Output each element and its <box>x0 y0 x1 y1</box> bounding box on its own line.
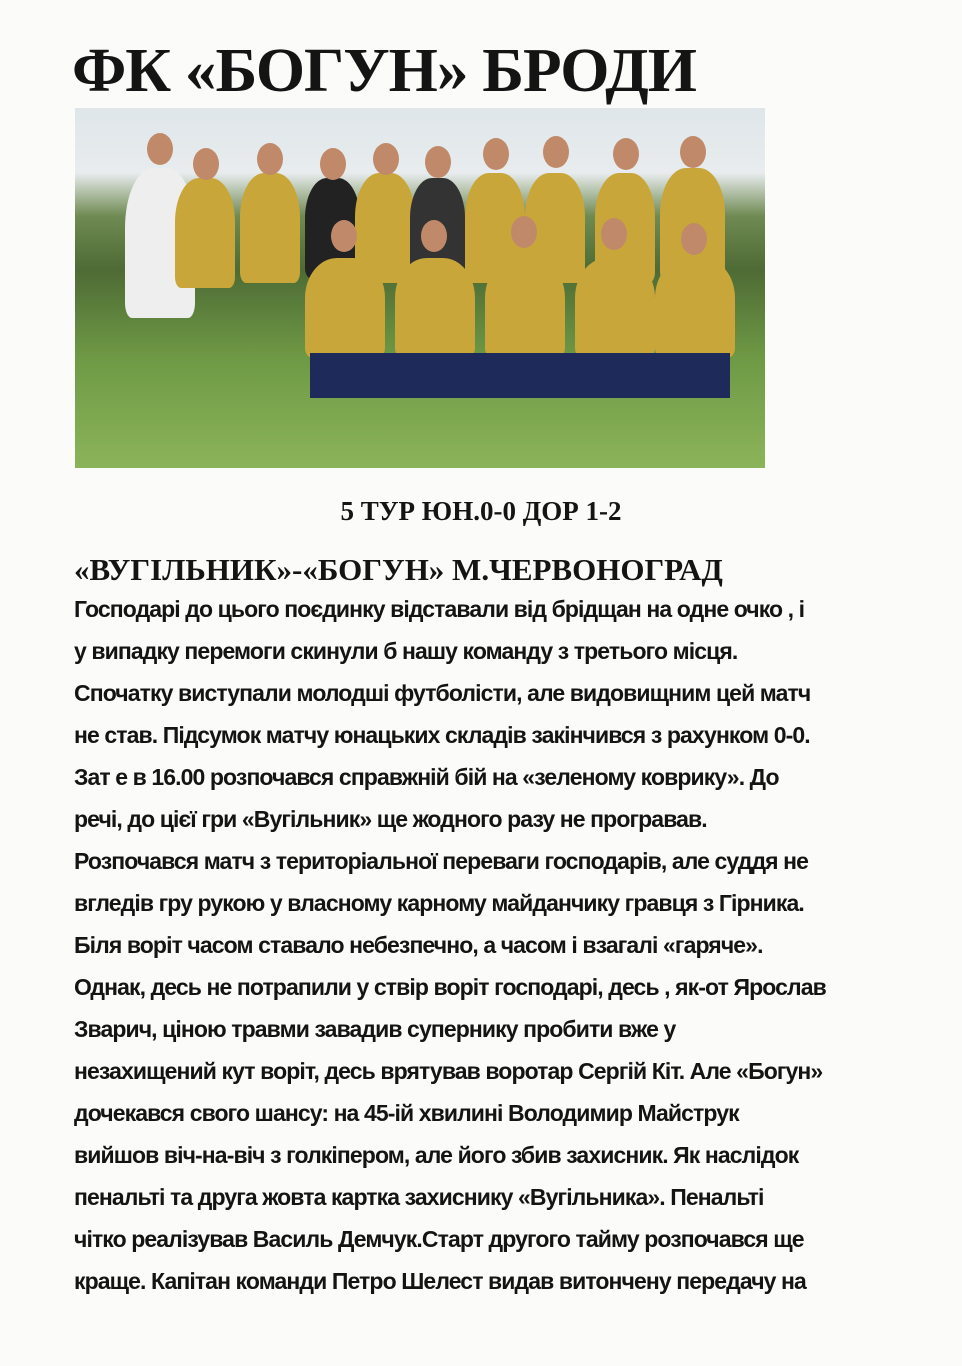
body-line: Господарі до цього поєдинку відставали від брідщан на одне очко , і <box>74 596 805 622</box>
body-line: у випадку перемоги скинули б нашу команду з третього місця. <box>74 638 738 664</box>
body-line: Біля воріт часом ставало небезпечно, а часом і взагалі «гаряче». <box>74 932 763 958</box>
body-line: Зварич, ціною травми завадив супернику пробити вже у <box>74 1016 676 1042</box>
body-line: пенальті та друга жовта картка захиснику «Вугільника». Пенальті <box>74 1184 764 1210</box>
team-photo <box>75 108 765 468</box>
body-line: речі, до цієї гри «Вугільник» ще жодного разу не програвав. <box>74 806 707 832</box>
body-line: дочекався свого шансу: на 45-ій хвилині Володимир Майструк <box>74 1100 739 1126</box>
body-line: вгледів гру рукою у власному карному майданчику гравця з Гірника. <box>74 890 804 916</box>
body-line: незахищений кут воріт, десь врятував воротар Сергій Кіт. Але «Богун» <box>74 1058 823 1084</box>
body-line: вийшов віч-на-віч з голкіпером, але його збив захисник. Як наслідок <box>74 1142 799 1168</box>
body-line: Однак, десь не потрапили у ствір воріт господарі, десь , як-от Ярослав <box>74 974 826 1000</box>
page-title: ФК «БОГУН» БРОДИ <box>72 37 696 105</box>
article-body <box>74 592 962 1306</box>
body-line: Зат е в 16.00 розпочався справжній бій на «зеленому коврику». До <box>74 764 779 790</box>
body-line: не став. Підсумок матчу юнацьких складів закінчився з рахунком 0-0. <box>74 722 810 748</box>
match-heading: «ВУГІЛЬНИК»-«БОГУН» М.ЧЕРВОНОГРАД <box>74 552 723 587</box>
body-line: чітко реалізував Василь Демчук.Старт другого тайму розпочався ще <box>74 1226 804 1252</box>
body-line: Спочатку виступали молодші футболісти, але видовищним цей матч <box>74 680 811 706</box>
body-line: краще. Капітан команди Петро Шелест видав витончену передачу на <box>74 1268 806 1294</box>
body-line: Розпочався матч з територіальної переваги господарів, але суддя не <box>74 848 809 874</box>
round-heading: 5 ТУР ЮН.0-0 ДОР 1-2 <box>340 496 622 526</box>
